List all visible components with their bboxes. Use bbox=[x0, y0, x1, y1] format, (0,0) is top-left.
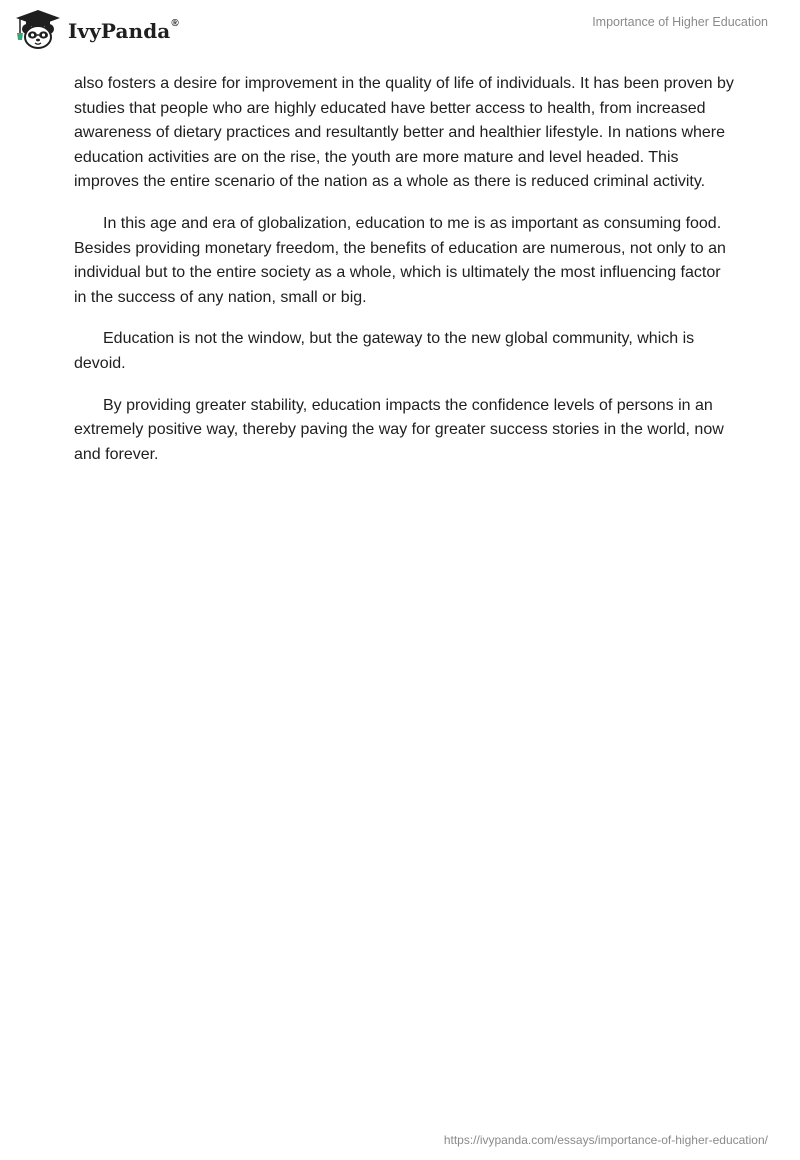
essay-body bbox=[74, 72, 734, 484]
source-url-link[interactable]: https://ivypanda.com/essays/importance-of-higher-education/ bbox=[443, 1133, 768, 1147]
document-title: Importance of Higher Education bbox=[592, 15, 768, 29]
registered-mark: ® bbox=[171, 18, 179, 30]
paragraph: By providing greater stability, education impacts the confidence levels of persons in an extremely positive way, thereby paving the way for greater success stories in the world, now and forever. bbox=[74, 396, 724, 463]
panda-graduate-icon bbox=[14, 9, 62, 51]
page-header bbox=[0, 0, 800, 70]
brand-name: IvyPanda® bbox=[68, 18, 179, 43]
brand-logo[interactable] bbox=[14, 9, 179, 51]
paragraph: also fosters a desire for improvement in the quality of life of individuals. It has been proven by studies that people who are highly educated have better access to health, from increased awareness of dietary practices and resultantly better and healthier lifestyle. In nations where education activities are on the rise, the youth are more mature and level headed. This improves the entire scenario of the nation as a whole as there is reduced criminal activity. bbox=[74, 75, 734, 191]
paragraph: Education is not the window, but the gateway to the new global community, which is devoid. bbox=[74, 330, 695, 372]
paragraph: In this age and era of globalization, education to me is as important as consuming food. Besides providing monetary freedom, the benefits of education are numerous, not only to an individual but to the entire society as a whole, which is ultimately the most influencing factor in the success of any nation, small or big. bbox=[74, 214, 726, 306]
